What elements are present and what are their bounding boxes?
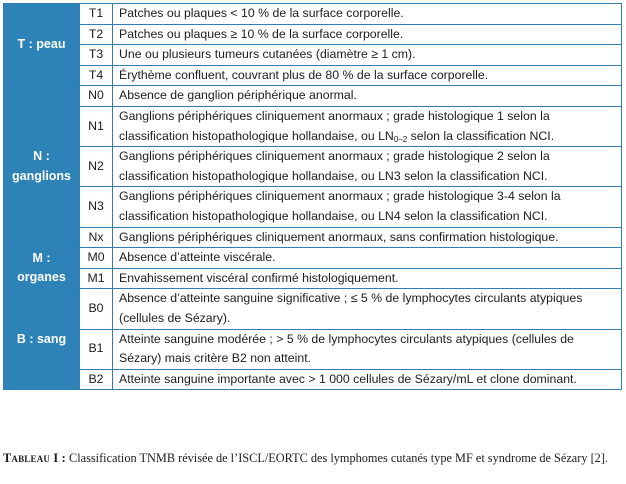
table-row xyxy=(4,24,622,45)
group-label-n: N : ganglions xyxy=(4,86,80,248)
table-row xyxy=(4,248,622,269)
group-label-t: T : peau xyxy=(4,4,80,86)
table-row xyxy=(4,65,622,86)
table-row xyxy=(4,106,622,146)
tnmb-classification-table xyxy=(3,3,622,390)
row-description: Érythème confluent, couvrant plus de 80 % de la surface corporelle. xyxy=(113,65,622,86)
row-code: T2 xyxy=(80,24,113,45)
row-description xyxy=(113,106,622,146)
row-code: M1 xyxy=(80,268,113,289)
table-caption xyxy=(3,451,621,467)
row-code: M0 xyxy=(80,248,113,269)
row-description: Absence d’atteinte sanguine significative ; ≤ 5 % de lymphocytes circulants atypiques (cellules de Sézary). xyxy=(113,289,622,329)
row-description: Ganglions périphériques cliniquement anormaux ; grade histologique 2 selon la classification histopathologique hollandaise, ou LN3 selon la classification NCI. xyxy=(113,147,622,187)
table-row xyxy=(4,227,622,248)
table-row xyxy=(4,329,622,369)
row-code: T4 xyxy=(80,65,113,86)
row-description: Atteinte sanguine modérée ; > 5 % de lymphocytes circulants atypiques (cellules de Sézary) mais critère B2 non atteint. xyxy=(113,329,622,369)
row-description: Patches ou plaques ≥ 10 % de la surface corporelle. xyxy=(113,24,622,45)
caption-label: Tableau I : xyxy=(3,451,66,465)
tnmb-table-container xyxy=(3,3,621,390)
row-description: Une ou plusieurs tumeurs cutanées (diamètre ≥ 1 cm). xyxy=(113,45,622,66)
table-row xyxy=(4,187,622,227)
table-row xyxy=(4,4,622,25)
row-code: N3 xyxy=(80,187,113,227)
table-row xyxy=(4,147,622,187)
row-description-part: Ganglions périphériques cliniquement anormaux ; grade histologique 1 selon la classification histopathologique hollandaise, ou LN xyxy=(119,108,550,143)
row-code: N1 xyxy=(80,106,113,146)
row-description: Patches ou plaques < 10 % de la surface corporelle. xyxy=(113,4,622,25)
row-description: Ganglions périphériques cliniquement anormaux ; grade histologique 3-4 selon la classification histopathologique hollandaise, ou LN4 selon la classification NCI. xyxy=(113,187,622,227)
table-row xyxy=(4,86,622,107)
table-row xyxy=(4,289,622,329)
table-row xyxy=(4,369,622,390)
row-code: Nx xyxy=(80,227,113,248)
row-description-part: selon la classification NCI. xyxy=(407,128,555,143)
row-code: B1 xyxy=(80,329,113,369)
row-code: N0 xyxy=(80,86,113,107)
table-row xyxy=(4,268,622,289)
group-label-m: M : organes xyxy=(4,248,80,289)
row-description: Envahissement viscéral confirmé histologiquement. xyxy=(113,268,622,289)
row-description: Atteinte sanguine importante avec > 1 000 cellules de Sézary/mL et clone dominant. xyxy=(113,369,622,390)
row-description: Ganglions périphériques cliniquement anormaux, sans confirmation histologique. xyxy=(113,227,622,248)
row-code: N2 xyxy=(80,147,113,187)
row-code: T1 xyxy=(80,4,113,25)
row-code: B2 xyxy=(80,369,113,390)
row-description: Absence d’atteinte viscérale. xyxy=(113,248,622,269)
group-label-b: B : sang xyxy=(4,289,80,390)
row-description-subscript: 0–2 xyxy=(393,134,408,144)
row-description: Absence de ganglion périphérique anormal. xyxy=(113,86,622,107)
row-code: B0 xyxy=(80,289,113,329)
row-code: T3 xyxy=(80,45,113,66)
caption-text: Classification TNMB révisée de l’ISCL/EORTC des lymphomes cutanés type MF et syndrome de Sézary [2]. xyxy=(65,451,609,465)
table-row xyxy=(4,45,622,66)
